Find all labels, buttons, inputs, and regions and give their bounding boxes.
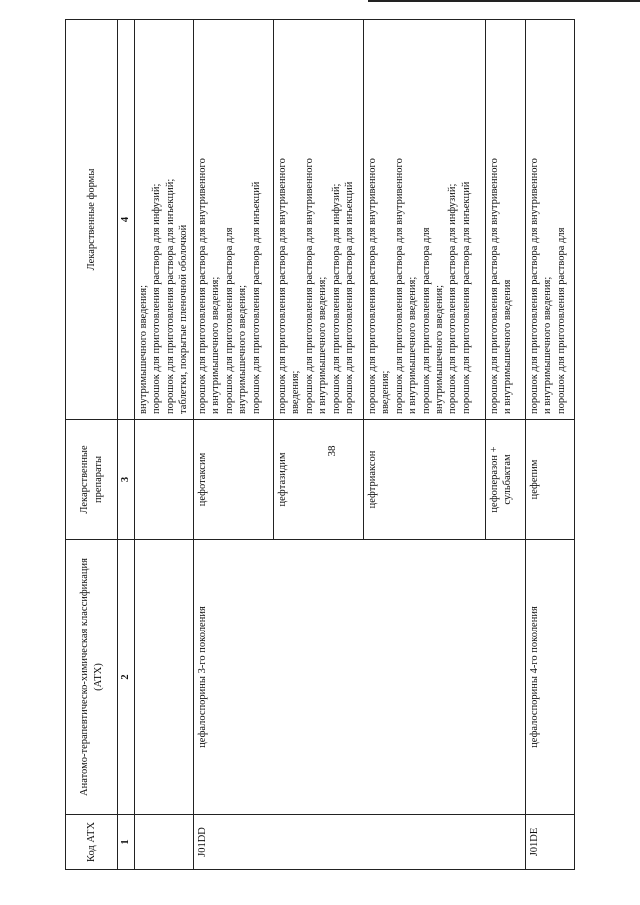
column-number: 1 bbox=[118, 815, 135, 870]
column-number: 4 bbox=[118, 20, 135, 420]
column-number: 3 bbox=[118, 420, 135, 540]
header-code: Код АТХ bbox=[66, 815, 118, 870]
rotated-table-container bbox=[65, 20, 575, 870]
form-line: порошок для приготовления раствора для внутривенного bbox=[276, 158, 288, 414]
form-line: порошок для приготовления раствора для bbox=[223, 227, 235, 414]
form-line: порошок для приготовления раствора для внутривенного bbox=[303, 158, 315, 414]
column-number: 2 bbox=[118, 540, 135, 815]
form-line: порошок для приготовления раствора для bbox=[420, 227, 432, 414]
forms-cell bbox=[273, 20, 363, 420]
form-line: порошок для приготовления раствора для инъекций; bbox=[164, 178, 176, 414]
form-line: порошок для приготовления раствора для внутривенного bbox=[488, 158, 500, 414]
atx-code: J01DD bbox=[193, 815, 525, 870]
atx-classification: цефалоспорины 4-го поколения bbox=[525, 540, 574, 815]
header-classification: Анатомо-терапевтическо-химическая классификация (АТХ) bbox=[66, 540, 118, 815]
table-row bbox=[525, 20, 574, 870]
form-line: внутримышечного введения; bbox=[138, 284, 149, 414]
form-line: и внутримышечного введения; bbox=[210, 276, 222, 414]
form-line: внутримышечного введения; bbox=[433, 284, 445, 414]
forms-cell bbox=[525, 20, 574, 420]
form-line: порошок для приготовления раствора для инфузий; bbox=[330, 183, 342, 414]
form-line: внутримышечного введения; bbox=[237, 284, 249, 414]
form-line: порошок для приготовления раствора для внутривенного bbox=[528, 158, 540, 414]
code-cell bbox=[135, 815, 194, 870]
classification-cell bbox=[135, 540, 194, 815]
form-line: и внутримышечного введения bbox=[502, 279, 514, 414]
form-line: и внутримышечного введения; bbox=[407, 276, 419, 414]
atx-classification: цефалоспорины 3-го поколения bbox=[193, 540, 525, 815]
form-line: порошок для приготовления раствора для внутривенного bbox=[393, 158, 405, 414]
header-drugs: Лекарственные препараты bbox=[66, 420, 118, 540]
atx-code: J01DE bbox=[525, 815, 574, 870]
form-line: порошок для приготовления раствора для инфузий; bbox=[151, 183, 163, 414]
column-number-row bbox=[118, 20, 135, 870]
table-header-row bbox=[66, 20, 118, 870]
drug-name: цефтазидим bbox=[273, 420, 363, 540]
forms-cell bbox=[193, 20, 273, 420]
form-line: порошок для приготовления раствора для инфузий; bbox=[447, 183, 459, 414]
atx-table bbox=[65, 19, 575, 870]
form-line: порошок для приготовления раствора для инъекций bbox=[250, 181, 262, 414]
drug-name: цефтриаксон bbox=[363, 420, 485, 540]
drug-cell bbox=[135, 420, 194, 540]
forms-cell bbox=[485, 20, 525, 420]
form-line: и внутримышечного введения; bbox=[317, 276, 329, 414]
form-line: порошок для приготовления раствора для инъекций bbox=[343, 181, 355, 414]
form-line: порошок для приготовления раствора для инъекций bbox=[460, 181, 472, 414]
form-line: введения; bbox=[380, 370, 392, 414]
drug-name: цефотаксим bbox=[193, 420, 273, 540]
forms-cell bbox=[363, 20, 485, 420]
drug-name: цефоперазон + сульбактам bbox=[485, 420, 525, 540]
form-line: таблетки, покрытые пленочной оболочкой bbox=[178, 224, 190, 414]
header-forms: Лекарственные формы bbox=[66, 20, 118, 420]
form-line: порошок для приготовления раствора для внутривенного bbox=[366, 158, 378, 414]
scan-edge-line bbox=[368, 0, 640, 2]
table-row bbox=[193, 20, 273, 870]
forms-cell bbox=[135, 20, 194, 420]
form-line: и внутримышечного введения; bbox=[542, 276, 554, 414]
form-line: порошок для приготовления раствора для внутривенного bbox=[196, 158, 208, 414]
page-number: 38 bbox=[326, 445, 338, 457]
form-line: введения; bbox=[290, 370, 302, 414]
drug-name: цефепим bbox=[525, 420, 574, 540]
table-row-continuation bbox=[135, 20, 194, 870]
form-line: порошок для приготовления раствора для bbox=[555, 227, 567, 414]
